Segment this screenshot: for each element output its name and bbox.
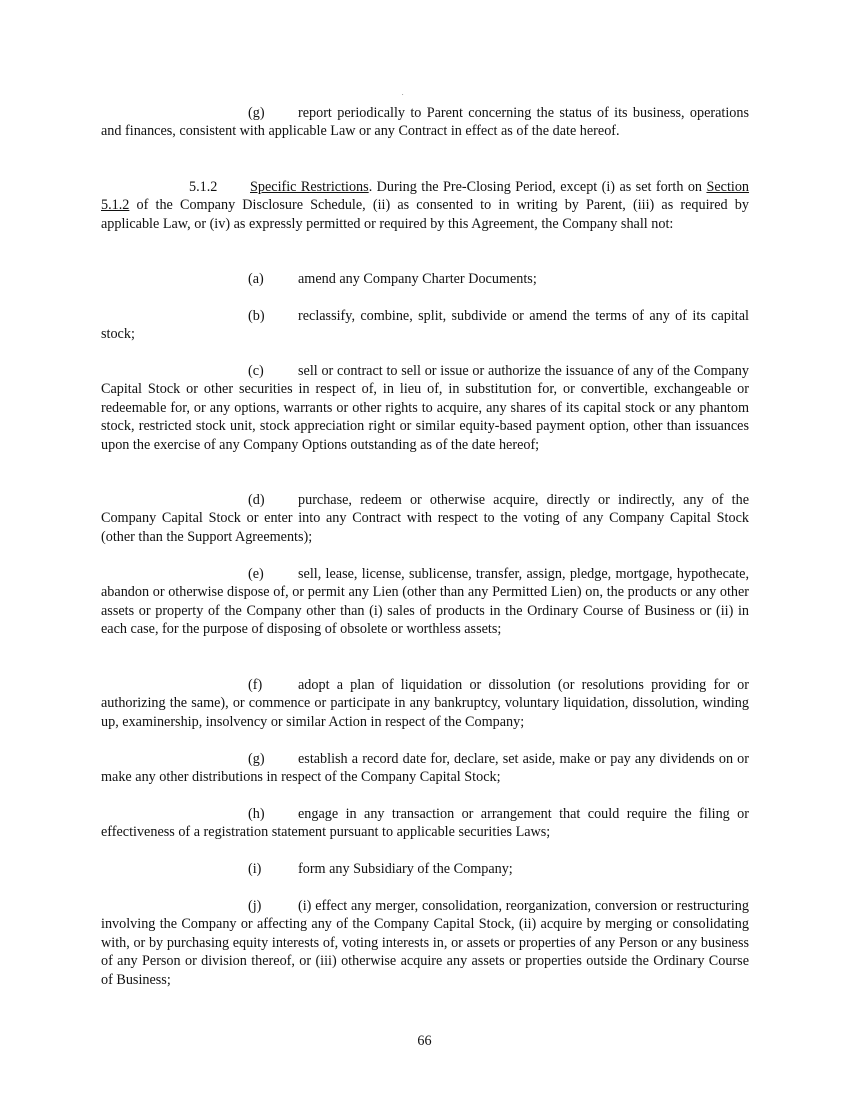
paragraph-i	[248, 860, 768, 878]
paragraph-h	[101, 805, 749, 842]
paragraph-c	[101, 362, 749, 454]
item-text: form any Subsidiary of the Company;	[298, 861, 513, 877]
paragraph-b	[101, 307, 749, 344]
item-text: establish a record date for, declare, set aside, make or pay any dividends on or make any other distributions in respect of the Company Capital Stock;	[101, 751, 749, 786]
paragraph-e	[101, 565, 749, 639]
paragraph-a	[248, 270, 768, 288]
page-number: 66	[417, 1033, 432, 1049]
item-text: (i) effect any merger, consolidation, reorganization, conversion or restructuring involving the Company or affecting any of the Company Capital Stock, (ii) acquire by merging or consolidating with, or by purchasing equity interests of, voting interests in, or assets or properties of any Person or any business of any Person or division thereof, or (iii) otherwise acquire any assets or properties outside the Ordinary Course of Business;	[101, 898, 749, 988]
paragraph-d	[101, 491, 749, 546]
item-label: (b)	[248, 308, 265, 324]
item-label: (g)	[248, 105, 265, 121]
item-text: sell or contract to sell or issue or authorize the issuance of any of the Company Capital Stock or other securities in respect of, in lieu of, in substitution for, or convertible, exchangeable or redeemable for, or any options, warrants or other rights to acquire, any shares of its capital stock or any phantom stock, restricted stock unit, stock appreciation right or similar equity-based payment option, other than issuances upon the exercise of any Company Options outstanding as of the date hereof;	[101, 363, 749, 453]
item-label: (e)	[248, 566, 264, 582]
section-heading: Specific Restrictions	[250, 179, 369, 195]
paragraph-g	[101, 750, 749, 787]
item-text: engage in any transaction or arrangement that could require the filing or effectiveness of a registration statement pursuant to applicable securities Laws;	[101, 806, 749, 841]
item-label: (j)	[248, 898, 262, 914]
item-label: (i)	[248, 861, 262, 877]
paragraph-f	[101, 676, 749, 731]
item-text: sell, lease, license, sublicense, transfer, assign, pledge, mortgage, hypothecate, abandon or otherwise dispose of, or permit any Lien (other than any Permitted Lien) on, the products or any other assets or property of the Company other than (i) sales of products in the Ordinary Course of Business or (ii) in each case, for the purpose of disposing of obsolete or worthless assets;	[101, 566, 749, 638]
item-text: reclassify, combine, split, subdivide or amend the terms of any of its capital stock;	[101, 308, 749, 343]
item-label: (a)	[248, 271, 264, 287]
section-rest-text: of the Company Disclosure Schedule, (ii) as consented to in writing by Parent, (iii) as required by applicable Law, or (iv) as expressly permitted or required by this Agreement, the Company shall not:	[101, 197, 749, 232]
item-label: (d)	[248, 492, 265, 508]
section-reference: Section 5.1.2	[101, 179, 750, 214]
item-label: (c)	[248, 363, 264, 379]
stray-mark: .	[402, 91, 404, 97]
item-label: (h)	[248, 806, 265, 822]
item-text: purchase, redeem or otherwise acquire, directly or indirectly, any of the Company Capital Stock or enter into any Contract with respect to the voting of any Company Capital Stock (other than the Support Agreements);	[101, 492, 749, 545]
section-number: 5.1.2	[189, 179, 218, 195]
paragraph-g-report	[101, 104, 749, 141]
section-lead-text: . During the Pre-Closing Period, except (i) as set forth on	[368, 179, 707, 195]
item-label: (f)	[248, 677, 263, 693]
item-text: adopt a plan of liquidation or dissolution (or resolutions providing for or authorizing the same), or commence or participate in any bankruptcy, voluntary liquidation, dissolution, winding up, examinership, insolvency or similar Action in respect of the Company;	[101, 677, 749, 730]
paragraph-j	[101, 897, 749, 989]
item-text: amend any Company Charter Documents;	[298, 271, 537, 287]
section-5-1-2	[101, 178, 749, 233]
item-label: (g)	[248, 751, 265, 767]
item-text: report periodically to Parent concerning the status of its business, operations and finances, consistent with applicable Law or any Contract in effect as of the date hereof.	[101, 105, 749, 140]
